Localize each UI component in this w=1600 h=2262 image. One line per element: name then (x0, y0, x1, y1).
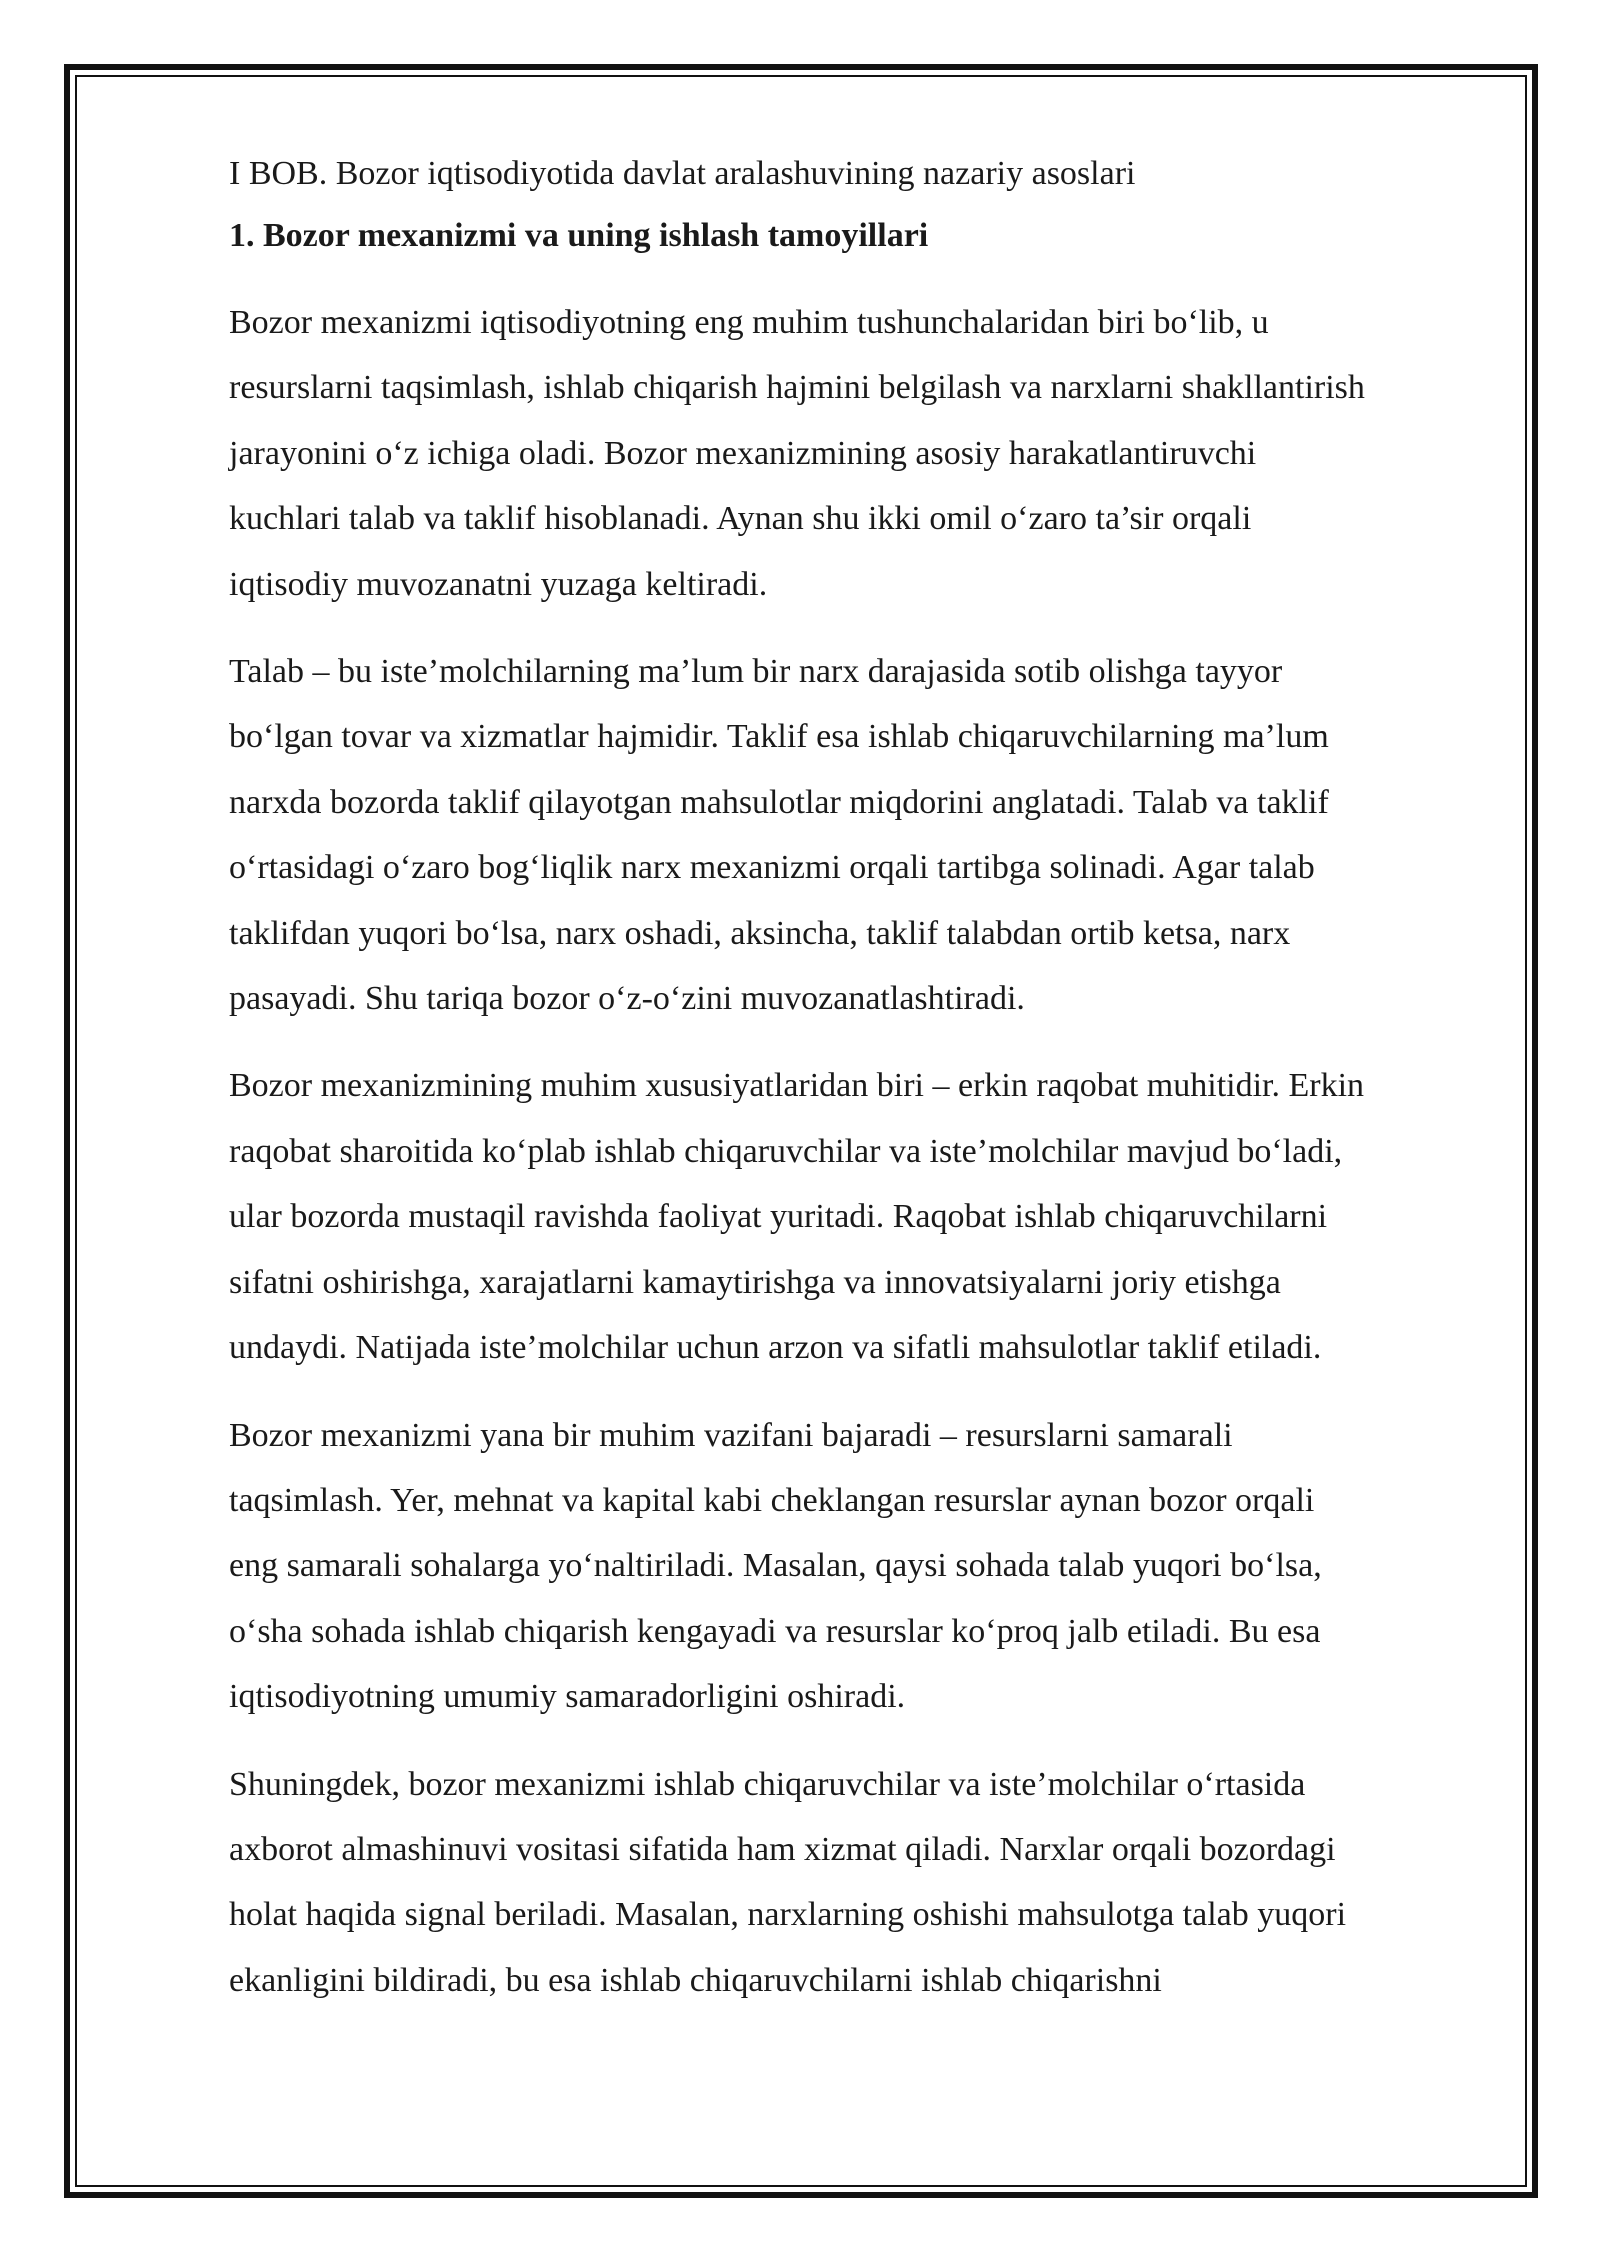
paragraph-line: taqsimlash. Yer, mehnat va kapital kabi cheklangan resurslar aynan bozor orqali (229, 1481, 1315, 1519)
paragraph-line: iqtisodiy muvozanatni yuzaga keltiradi. (229, 565, 768, 603)
paragraph-line: taklifdan yuqori bo‘lsa, narx oshadi, aksincha, taklif talabdan ortib ketsa, narx (229, 914, 1291, 952)
paragraph-line: Shuningdek, bozor mexanizmi ishlab chiqaruvchilar va iste’molchilar o‘rtasida (229, 1765, 1306, 1803)
paragraph-line: Talab – bu iste’molchilarning ma’lum bir narx darajasida sotib olishga tayyor (229, 653, 1283, 691)
paragraph-line: ular bozorda mustaqil ravishda faoliyat yuritadi. Raqobat ishlab chiqaruvchilarni (229, 1198, 1328, 1236)
paragraph-line: iqtisodiyotning umumiy samaradorligini oshiradi. (229, 1678, 906, 1716)
paragraph-line: jarayonini o‘z ichiga oladi. Bozor mexanizmining asosiy harakatlantiruvchi (229, 434, 1257, 472)
chapter-title: I BOB. Bozor iqtisodiyotida davlat aralashuvining nazariy asoslari (229, 155, 1136, 192)
paragraph-line: Bozor mexanizmi iqtisodiyotning eng muhim tushunchalaridan biri bo‘lib, u (229, 304, 1269, 341)
paragraph (229, 1752, 1509, 2014)
paragraph (229, 1053, 1509, 1380)
paragraph-line: kuchlari talab va taklif hisoblanadi. Aynan shu ikki omil o‘zaro ta’sir orqali (229, 500, 1252, 538)
paragraph-line: pasayadi. Shu tariqa bozor o‘z-o‘zini muvozanatlashtiradi. (229, 980, 1025, 1018)
paragraph-line: axborot almashinuvi vositasi sifatida ham xizmat qiladi. Narxlar orqali bozordagi (229, 1830, 1336, 1868)
paragraph-line: Bozor mexanizmi yana bir muhim vazifani bajaradi – resurslarni samarali (229, 1416, 1233, 1454)
paragraph-line: narxda bozorda taklif qilayotgan mahsulotlar miqdorini anglatadi. Talab va taklif (229, 783, 1329, 821)
paragraph (229, 290, 1509, 617)
paragraph-line: o‘sha sohada ishlab chiqarish kengayadi va resurslar ko‘proq jalb etiladi. Bu esa (229, 1612, 1321, 1650)
section-title: 1. Bozor mexanizmi va uning ishlash tamoyillari (229, 217, 929, 254)
paragraph (229, 1403, 1509, 1730)
paragraph (229, 639, 1509, 1031)
paragraph-line: sifatni oshirishga, xarajatlarni kamaytirishga va innovatsiyalarni joriy etishga (229, 1263, 1281, 1301)
paragraph-line: eng samarali sohalarga yo‘naltiriladi. Masalan, qaysi sohada talab yuqori bo‘lsa, (229, 1547, 1322, 1585)
paragraph-line: o‘rtasidagi o‘zaro bog‘liqlik narx mexanizmi orqali tartibga solinadi. Agar talab (229, 849, 1315, 887)
paragraph-line: bo‘lgan tovar va xizmatlar hajmidir. Taklif esa ishlab chiqaruvchilarning ma’lum (229, 718, 1329, 756)
document-body (229, 150, 1509, 2035)
paragraph-line: ekanligini bildiradi, bu esa ishlab chiqaruvchilarni ishlab chiqarishni (229, 1961, 1162, 1999)
paragraph-line: raqobat sharoitida ko‘plab ishlab chiqaruvchilar va iste’molchilar mavjud bo‘ladi, (229, 1132, 1343, 1170)
paragraph-line: Bozor mexanizmining muhim xususiyatlaridan biri – erkin raqobat muhitidir. Erkin (229, 1067, 1365, 1105)
paragraph-line: resurslarni taqsimlash, ishlab chiqarish hajmini belgilash va narxlarni shakllantirish (229, 369, 1365, 407)
paragraph-line: holat haqida signal beriladi. Masalan, narxlarning oshishi mahsulotga talab yuqori (229, 1896, 1347, 1934)
paragraph-line: undaydi. Natijada iste’molchilar uchun arzon va sifatli mahsulotlar taklif etiladi. (229, 1329, 1322, 1367)
